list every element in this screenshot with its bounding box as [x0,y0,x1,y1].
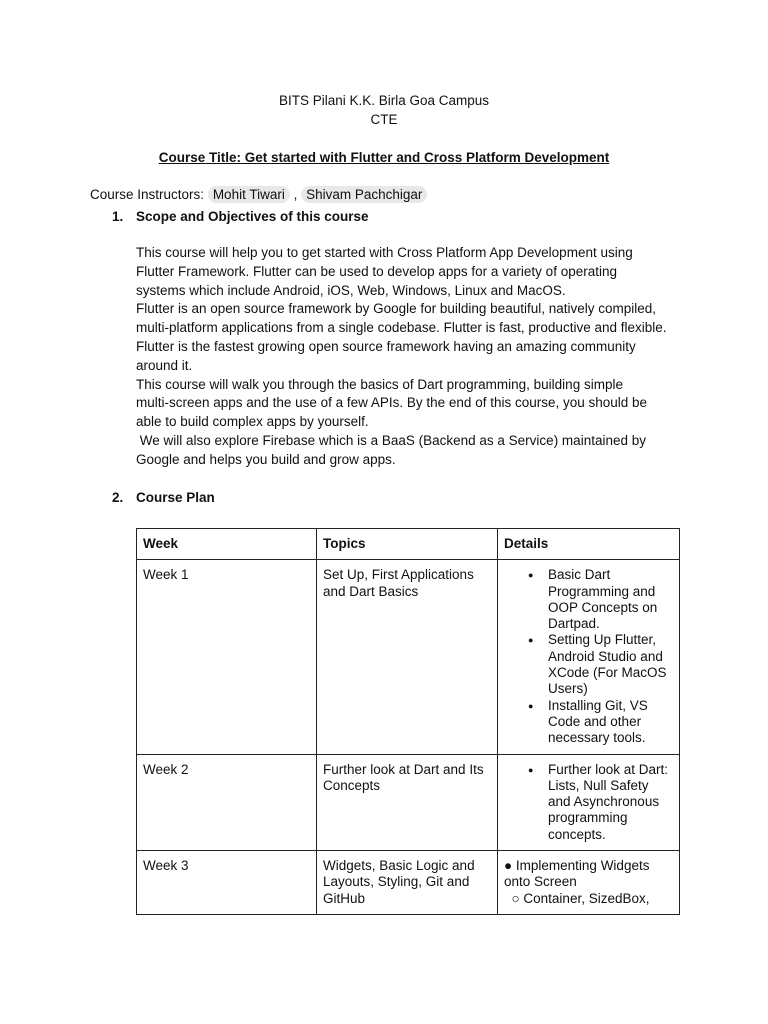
week-cell: Week 3 [137,851,317,915]
week-cell: Week 2 [137,754,317,850]
paragraph-line: Flutter Framework. Flutter can be used to develop apps for a variety of operating [136,263,617,279]
header-topics: Topics [317,529,498,560]
section-title: Course Plan [136,490,215,505]
course-instructors [90,187,427,202]
scope-paragraph [136,244,696,470]
table-row [137,560,680,754]
paragraph-line: able to build complex apps by yourself. [136,414,369,430]
section-number: 1. [112,209,124,224]
header-week: Week [137,529,317,560]
detail-line: ● Implementing Widgets onto Screen [504,858,650,890]
paragraph-line: Google and helps you build and grow apps. [136,451,396,467]
detail-item: ● Further look at Dart: Lists, Null Safety and Asynchronous programming concepts. [548,762,673,843]
topics-cell: Widgets, Basic Logic and Layouts, Styling, Git and GitHub [317,851,498,915]
paragraph-line: multi-platform applications from a single codebase. Flutter is fast, productive and flexible. [136,320,667,336]
detail-item: ● Installing Git, VS Code and other necessary tools. [548,698,673,747]
details-cell [498,851,680,915]
table-header-row [137,529,680,560]
instructor-separator: , [293,187,298,202]
details-cell [498,560,680,754]
paragraph-line: We will also explore Firebase which is a BaaS (Backend as a Service) maintained by [136,432,646,448]
paragraph-line: This course will help you to get started with Cross Platform App Development using [136,245,633,260]
paragraph-line: Flutter is the fastest growing open source framework having an amazing community [136,338,636,354]
paragraph-line: Flutter is an open source framework by Google for building beautiful, natively compiled, [136,301,657,317]
section-number: 2. [112,490,124,505]
paragraph-line: multi-screen apps and the use of a few APIs. By the end of this course, you should be [136,395,648,411]
topics-cell: Set Up, First Applications and Dart Basics [317,560,498,754]
section-heading-scope [112,209,369,224]
paragraph-line: around it. [136,357,193,373]
details-cell [498,754,680,850]
section-title: Scope and Objectives of this course [136,209,369,224]
table-row [137,851,680,915]
paragraph-line: systems which include Android, iOS, Web, Windows, Linux and MacOS. [136,282,566,298]
header-details: Details [498,529,680,560]
topics-cell: Further look at Dart and Its Concepts [317,754,498,850]
department-name: CTE [370,112,398,127]
paragraph-line: This course will walk you through the basics of Dart programming, building simple [136,376,623,392]
institution-name: BITS Pilani K.K. Birla Goa Campus [278,93,490,108]
table-row [137,754,680,850]
week-cell: Week 1 [137,560,317,754]
course-plan-table [136,528,680,915]
detail-item: ● Setting Up Flutter, Android Studio and XCode (For MacOS Users) [548,632,673,697]
instructor-chip-2[interactable]: Shivam Pachchigar [301,186,427,203]
detail-subline: ○ Container, SizedBox, [504,890,650,906]
section-heading-plan [112,490,215,505]
course-title: Course Title: Get started with Flutter and Cross Platform Development [158,150,610,165]
instructor-chip-1[interactable]: Mohit Tiwari [208,186,290,203]
instructors-label: Course Instructors: [90,187,205,202]
detail-item: ● Basic Dart Programming and OOP Concepts on Dartpad. [548,567,673,632]
